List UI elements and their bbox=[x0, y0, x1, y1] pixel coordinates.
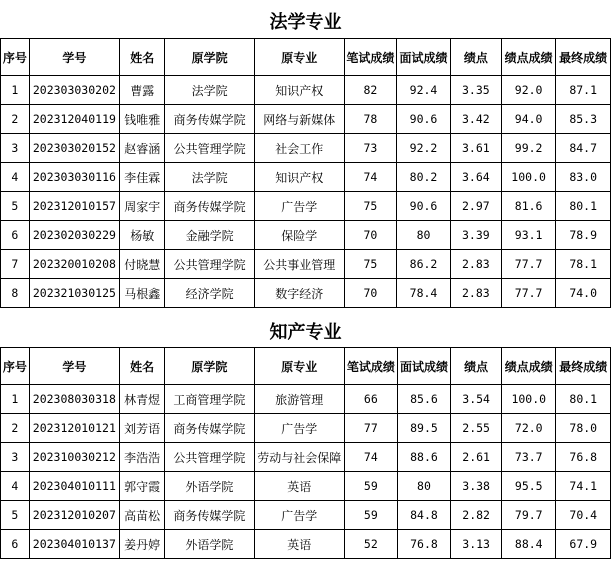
cell-interview-score[interactable]: 89.5 bbox=[397, 414, 451, 443]
cell-interview-score[interactable]: 80.2 bbox=[397, 163, 451, 192]
table-row bbox=[1, 250, 611, 279]
cell-original-major[interactable]: 保险学 bbox=[254, 221, 344, 250]
cell-interview-score[interactable]: 85.6 bbox=[397, 385, 451, 414]
cell-final-score[interactable]: 78.1 bbox=[556, 250, 611, 279]
header-gpa: 绩点 bbox=[450, 39, 501, 76]
cell-gpa-score[interactable]: 99.2 bbox=[501, 134, 556, 163]
cell-index[interactable]: 4 bbox=[1, 472, 30, 501]
cell-student-id[interactable]: 202302030229 bbox=[29, 221, 119, 250]
cell-original-major[interactable]: 数字经济 bbox=[254, 279, 344, 308]
cell-name[interactable]: 高苗松 bbox=[120, 501, 165, 530]
cell-final-score[interactable]: 76.8 bbox=[556, 443, 611, 472]
header-student-id: 学号 bbox=[29, 39, 119, 76]
cell-gpa[interactable]: 3.61 bbox=[450, 134, 501, 163]
cell-gpa-score[interactable]: 92.0 bbox=[501, 76, 556, 105]
header-name: 姓名 bbox=[120, 39, 165, 76]
cell-index[interactable]: 6 bbox=[1, 530, 30, 559]
cell-student-id[interactable]: 202303030202 bbox=[29, 76, 119, 105]
cell-interview-score[interactable]: 92.2 bbox=[397, 134, 451, 163]
cell-gpa-score[interactable]: 88.4 bbox=[502, 530, 556, 559]
cell-student-id[interactable]: 202312010207 bbox=[29, 501, 119, 530]
header-original-college: 原学院 bbox=[165, 348, 254, 385]
cell-original-major[interactable]: 知识产权 bbox=[254, 76, 344, 105]
cell-written-score[interactable]: 74 bbox=[345, 443, 398, 472]
header-written-score: 笔试成绩 bbox=[345, 348, 398, 385]
cell-gpa[interactable]: 2.61 bbox=[451, 443, 502, 472]
table-row bbox=[1, 501, 611, 530]
cell-interview-score[interactable]: 84.8 bbox=[397, 501, 451, 530]
cell-final-score[interactable]: 85.3 bbox=[556, 105, 611, 134]
cell-written-score[interactable]: 75 bbox=[344, 192, 397, 221]
cell-index[interactable]: 8 bbox=[1, 279, 30, 308]
cell-written-score[interactable]: 59 bbox=[345, 472, 398, 501]
cell-original-major[interactable]: 广告学 bbox=[254, 501, 344, 530]
cell-gpa[interactable]: 3.42 bbox=[450, 105, 501, 134]
header-interview-score: 面试成绩 bbox=[397, 39, 451, 76]
cell-gpa-score[interactable]: 73.7 bbox=[502, 443, 556, 472]
cell-name[interactable]: 付晓慧 bbox=[120, 250, 165, 279]
header-index: 序号 bbox=[1, 348, 30, 385]
cell-student-id[interactable]: 202320010208 bbox=[29, 250, 119, 279]
cell-interview-score[interactable]: 78.4 bbox=[397, 279, 451, 308]
cell-original-college[interactable]: 商务传媒学院 bbox=[165, 414, 254, 443]
cell-written-score[interactable]: 82 bbox=[344, 76, 397, 105]
cell-student-id[interactable]: 202304010137 bbox=[29, 530, 119, 559]
cell-student-id[interactable]: 202304010111 bbox=[29, 472, 119, 501]
cell-name[interactable]: 钱唯雅 bbox=[120, 105, 165, 134]
cell-written-score[interactable]: 75 bbox=[344, 250, 397, 279]
header-gpa-score: 绩点成绩 bbox=[502, 348, 556, 385]
cell-interview-score[interactable]: 86.2 bbox=[397, 250, 451, 279]
cell-final-score[interactable]: 74.0 bbox=[556, 279, 611, 308]
cell-interview-score[interactable]: 76.8 bbox=[397, 530, 451, 559]
cell-index[interactable]: 3 bbox=[1, 134, 30, 163]
table-row bbox=[1, 105, 611, 134]
cell-name[interactable]: 周家宇 bbox=[120, 192, 165, 221]
cell-gpa[interactable]: 2.55 bbox=[451, 414, 502, 443]
header-original-major: 原专业 bbox=[254, 348, 344, 385]
cell-final-score[interactable]: 87.1 bbox=[556, 76, 611, 105]
cell-original-college[interactable]: 经济学院 bbox=[165, 279, 255, 308]
table-row bbox=[1, 414, 611, 443]
table-row bbox=[1, 530, 611, 559]
cell-gpa-score[interactable]: 95.5 bbox=[502, 472, 556, 501]
cell-original-college[interactable]: 法学院 bbox=[165, 163, 255, 192]
cell-interview-score[interactable]: 90.6 bbox=[397, 105, 451, 134]
cell-gpa-score[interactable]: 79.7 bbox=[502, 501, 556, 530]
cell-original-major[interactable]: 知识产权 bbox=[254, 163, 344, 192]
cell-gpa-score[interactable]: 100.0 bbox=[501, 163, 556, 192]
cell-written-score[interactable]: 77 bbox=[345, 414, 398, 443]
cell-gpa-score[interactable]: 72.0 bbox=[502, 414, 556, 443]
table-row bbox=[1, 192, 611, 221]
header-interview-score: 面试成绩 bbox=[397, 348, 451, 385]
cell-original-major[interactable]: 网络与新媒体 bbox=[254, 105, 344, 134]
cell-gpa[interactable]: 3.64 bbox=[450, 163, 501, 192]
cell-written-score[interactable]: 52 bbox=[345, 530, 398, 559]
cell-interview-score[interactable]: 80 bbox=[397, 472, 451, 501]
cell-final-score[interactable]: 78.9 bbox=[556, 221, 611, 250]
cell-name[interactable]: 杨敏 bbox=[120, 221, 165, 250]
cell-name[interactable]: 刘芳语 bbox=[120, 414, 165, 443]
cell-student-id[interactable]: 202312010121 bbox=[29, 414, 119, 443]
cell-written-score[interactable]: 66 bbox=[345, 385, 398, 414]
cell-gpa[interactable]: 3.13 bbox=[451, 530, 502, 559]
section-title-law: 法学专业 bbox=[269, 12, 342, 33]
law-major-table bbox=[0, 38, 611, 308]
cell-gpa[interactable]: 3.54 bbox=[451, 385, 502, 414]
cell-interview-score[interactable]: 80 bbox=[397, 221, 451, 250]
cell-name[interactable]: 李佳霖 bbox=[120, 163, 165, 192]
cell-index[interactable]: 1 bbox=[1, 76, 30, 105]
table-row bbox=[1, 163, 611, 192]
table-row bbox=[1, 443, 611, 472]
table-row bbox=[1, 134, 611, 163]
header-index: 序号 bbox=[1, 39, 30, 76]
cell-original-major[interactable]: 广告学 bbox=[254, 414, 344, 443]
cell-written-score[interactable]: 59 bbox=[345, 501, 398, 530]
header-final-score: 最终成绩 bbox=[556, 39, 611, 76]
cell-student-id[interactable]: 202303020152 bbox=[29, 134, 119, 163]
table-row bbox=[1, 221, 611, 250]
cell-final-score[interactable]: 80.1 bbox=[556, 192, 611, 221]
cell-original-college[interactable]: 商务传媒学院 bbox=[165, 501, 254, 530]
cell-gpa-score[interactable]: 77.7 bbox=[501, 250, 556, 279]
cell-written-score[interactable]: 70 bbox=[344, 221, 397, 250]
cell-written-score[interactable]: 78 bbox=[344, 105, 397, 134]
cell-name[interactable]: 姜丹婷 bbox=[120, 530, 165, 559]
cell-gpa-score[interactable]: 100.0 bbox=[502, 385, 556, 414]
cell-original-college[interactable]: 公共管理学院 bbox=[165, 134, 255, 163]
cell-original-college[interactable]: 公共管理学院 bbox=[165, 443, 254, 472]
cell-final-score[interactable]: 70.4 bbox=[556, 501, 611, 530]
table-row bbox=[1, 472, 611, 501]
table-header-row bbox=[1, 348, 611, 385]
cell-gpa-score[interactable]: 81.6 bbox=[501, 192, 556, 221]
cell-name[interactable]: 赵睿涵 bbox=[120, 134, 165, 163]
cell-written-score[interactable]: 74 bbox=[344, 163, 397, 192]
cell-name[interactable]: 李浩浩 bbox=[120, 443, 165, 472]
cell-original-college[interactable]: 外语学院 bbox=[165, 530, 254, 559]
cell-gpa[interactable]: 2.83 bbox=[450, 250, 501, 279]
cell-index[interactable]: 3 bbox=[1, 443, 30, 472]
header-name: 姓名 bbox=[120, 348, 165, 385]
header-gpa: 绩点 bbox=[451, 348, 502, 385]
cell-name[interactable]: 马根鑫 bbox=[120, 279, 165, 308]
cell-interview-score[interactable]: 88.6 bbox=[397, 443, 451, 472]
cell-original-major[interactable]: 劳动与社会保障 bbox=[254, 443, 344, 472]
table-row bbox=[1, 279, 611, 308]
table-row bbox=[1, 76, 611, 105]
cell-index[interactable]: 2 bbox=[1, 105, 30, 134]
cell-student-id[interactable]: 202312040119 bbox=[29, 105, 119, 134]
cell-student-id[interactable]: 202312010157 bbox=[29, 192, 119, 221]
cell-final-score[interactable]: 78.0 bbox=[556, 414, 611, 443]
cell-interview-score[interactable]: 92.4 bbox=[397, 76, 451, 105]
cell-original-major[interactable]: 公共事业管理 bbox=[254, 250, 344, 279]
cell-original-college[interactable]: 金融学院 bbox=[165, 221, 255, 250]
cell-gpa[interactable]: 2.82 bbox=[451, 501, 502, 530]
cell-gpa[interactable]: 3.39 bbox=[450, 221, 501, 250]
section-title-ip: 知产专业 bbox=[269, 322, 342, 343]
cell-original-college[interactable]: 公共管理学院 bbox=[165, 250, 255, 279]
cell-original-college[interactable]: 商务传媒学院 bbox=[165, 192, 255, 221]
header-student-id: 学号 bbox=[29, 348, 119, 385]
cell-gpa-score[interactable]: 77.7 bbox=[501, 279, 556, 308]
cell-gpa-score[interactable]: 93.1 bbox=[501, 221, 556, 250]
cell-written-score[interactable]: 73 bbox=[344, 134, 397, 163]
cell-index[interactable]: 5 bbox=[1, 192, 30, 221]
cell-index[interactable]: 1 bbox=[1, 385, 30, 414]
cell-original-major[interactable]: 旅游管理 bbox=[254, 385, 344, 414]
cell-original-major[interactable]: 社会工作 bbox=[254, 134, 344, 163]
cell-final-score[interactable]: 83.0 bbox=[556, 163, 611, 192]
cell-gpa[interactable]: 2.83 bbox=[450, 279, 501, 308]
cell-written-score[interactable]: 70 bbox=[344, 279, 397, 308]
cell-index[interactable]: 2 bbox=[1, 414, 30, 443]
cell-final-score[interactable]: 74.1 bbox=[556, 472, 611, 501]
header-final-score: 最终成绩 bbox=[556, 348, 611, 385]
header-original-major: 原专业 bbox=[254, 39, 344, 76]
cell-final-score[interactable]: 67.9 bbox=[556, 530, 611, 559]
cell-name[interactable]: 林青煜 bbox=[120, 385, 165, 414]
cell-index[interactable]: 6 bbox=[1, 221, 30, 250]
cell-gpa[interactable]: 3.38 bbox=[451, 472, 502, 501]
cell-index[interactable]: 4 bbox=[1, 163, 30, 192]
table-row bbox=[1, 385, 611, 414]
cell-student-id[interactable]: 202321030125 bbox=[29, 279, 119, 308]
cell-final-score[interactable]: 84.7 bbox=[556, 134, 611, 163]
cell-original-college[interactable]: 外语学院 bbox=[165, 472, 254, 501]
cell-final-score[interactable]: 80.1 bbox=[556, 385, 611, 414]
ip-major-table bbox=[0, 347, 611, 559]
cell-gpa[interactable]: 2.97 bbox=[450, 192, 501, 221]
header-written-score: 笔试成绩 bbox=[344, 39, 397, 76]
cell-index[interactable]: 5 bbox=[1, 501, 30, 530]
cell-original-college[interactable]: 法学院 bbox=[165, 76, 255, 105]
cell-original-college[interactable]: 商务传媒学院 bbox=[165, 105, 255, 134]
table-header-row bbox=[1, 39, 611, 76]
cell-interview-score[interactable]: 90.6 bbox=[397, 192, 451, 221]
cell-name[interactable]: 曹露 bbox=[120, 76, 165, 105]
header-original-college: 原学院 bbox=[165, 39, 255, 76]
cell-original-major[interactable]: 广告学 bbox=[254, 192, 344, 221]
header-gpa-score: 绩点成绩 bbox=[501, 39, 556, 76]
cell-gpa-score[interactable]: 94.0 bbox=[501, 105, 556, 134]
cell-original-college[interactable]: 工商管理学院 bbox=[165, 385, 254, 414]
cell-student-id[interactable]: 202303030116 bbox=[29, 163, 119, 192]
cell-original-major[interactable]: 英语 bbox=[254, 530, 344, 559]
cell-gpa[interactable]: 3.35 bbox=[450, 76, 501, 105]
cell-original-major[interactable]: 英语 bbox=[254, 472, 344, 501]
cell-index[interactable]: 7 bbox=[1, 250, 30, 279]
cell-name[interactable]: 郭守霞 bbox=[120, 472, 165, 501]
cell-student-id[interactable]: 202310030212 bbox=[29, 443, 119, 472]
cell-student-id[interactable]: 202308030318 bbox=[29, 385, 119, 414]
